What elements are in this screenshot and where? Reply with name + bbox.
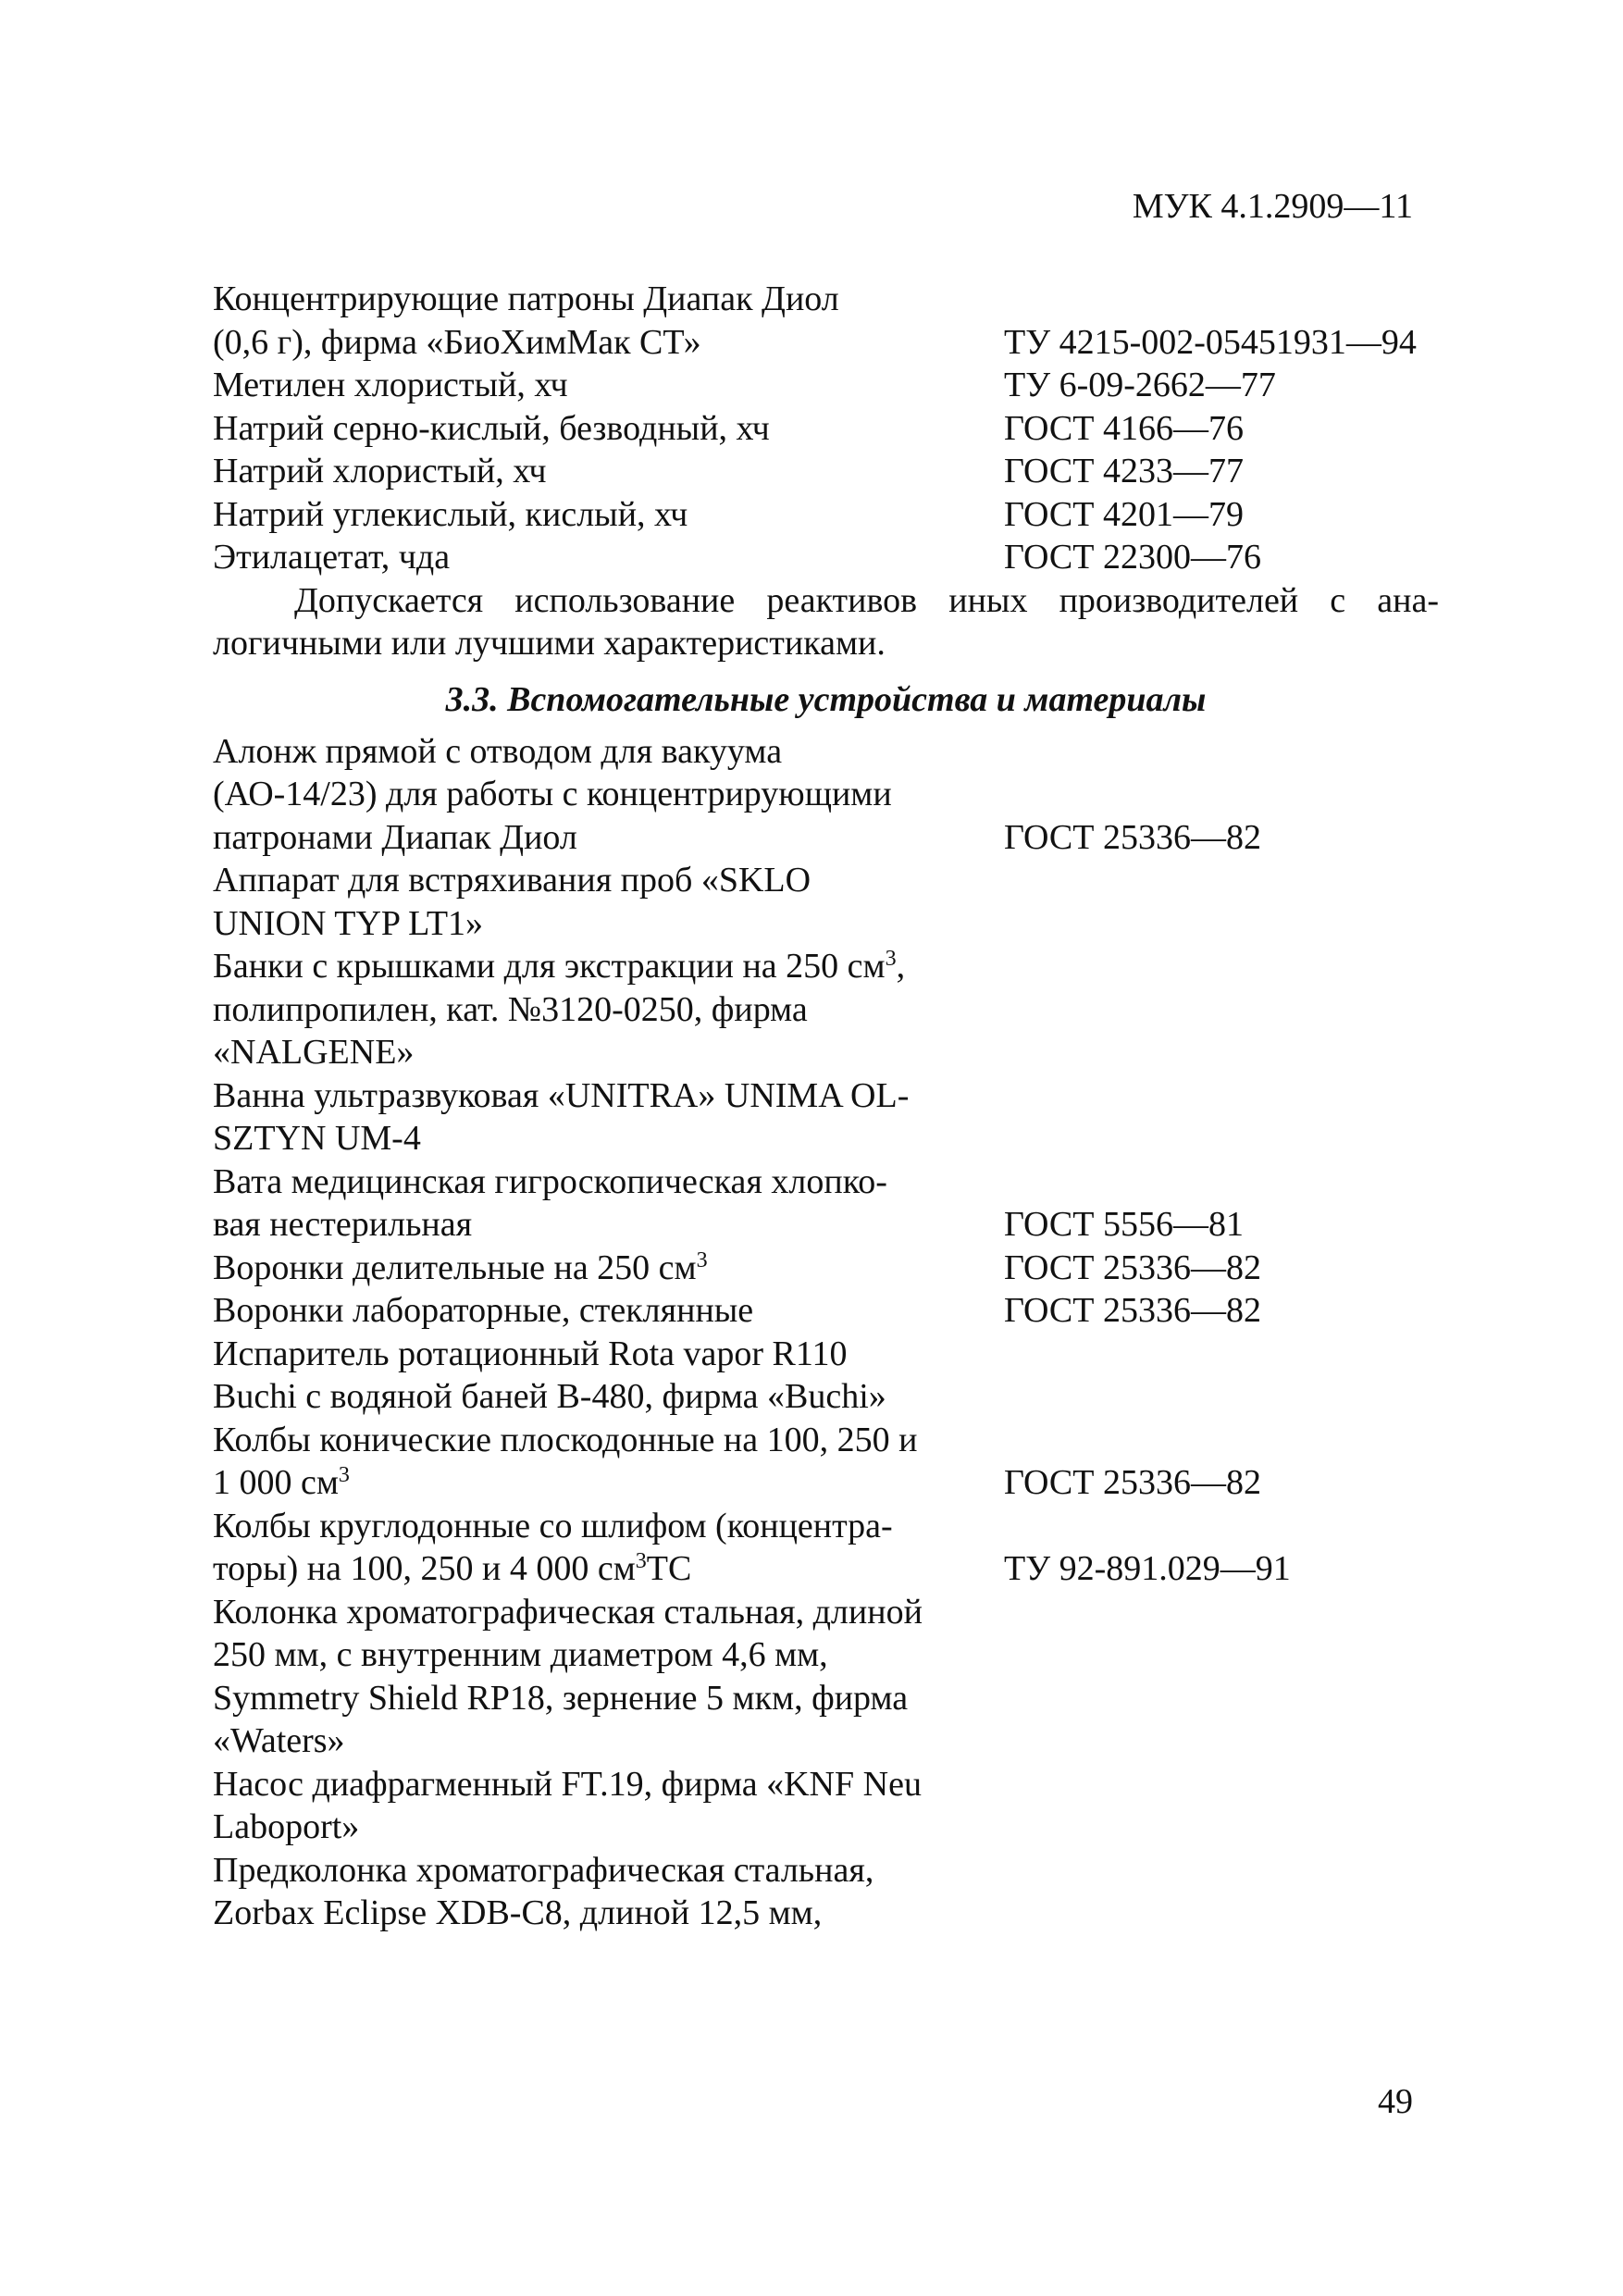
list-item: Предколонка хроматографическая стальная, Zorbax Eclipse XDB-C8, длиной 12,5 мм, xyxy=(213,1850,874,1932)
section-title: 3.3. Вспомогательные устройства и материалы xyxy=(445,679,1207,719)
superscript: 3 xyxy=(696,1247,708,1272)
reference-standard: ГОСТ 25336—82 xyxy=(1004,1247,1261,1287)
superscript: 3 xyxy=(885,947,897,971)
reference-standard: ТУ 6-09-2662—77 xyxy=(1004,366,1276,404)
list-item: Ванна ультразвуковая «UNITRA» UNIMA OL- SZTYN UM-4 xyxy=(213,1075,910,1158)
reagents-list xyxy=(213,278,1471,579)
reference-standard: ГОСТ 5556—81 xyxy=(1004,1205,1244,1244)
list-item: Алонж прямой с отводом для вакуума (АО-14/23) для работы с концентрирующими патронами Диапак Диол ГОСТ 25336—82 xyxy=(213,730,1471,860)
list-item: Аппарат для встряхивания проб «SKLO UNION TYP LT1» xyxy=(213,861,812,943)
list-item: Воронки лабораторные, стеклянные ГОСТ 25336—82 xyxy=(213,1289,1471,1333)
reference-standard: ГОСТ 4233—77 xyxy=(1004,452,1244,490)
superscript: 3 xyxy=(338,1463,350,1487)
list-item: Испаритель ротационный Rota vapor R110 Buchi с водяной баней B-480, фирма «Buchi» xyxy=(213,1334,886,1416)
reference-standard: ГОСТ 4201—79 xyxy=(1004,494,1244,534)
reference-standard: ТУ 4215-002-05451931—94 xyxy=(1004,322,1417,362)
document-code: МУК 4.1.2909—11 xyxy=(1132,187,1413,226)
list-item: Колонка хроматографическая стальная, длиной 250 мм, с внутренним диаметром 4,6 мм, Symmetry Shield RP18, зернение 5 мкм, фирма «Waters» xyxy=(213,1592,923,1760)
reference-standard: ТУ 92-891.029—91 xyxy=(1004,1549,1291,1588)
reference-standard: ГОСТ 22300—76 xyxy=(1004,538,1261,577)
page-number: 49 xyxy=(1378,2082,1413,2121)
reference-standard: ГОСТ 25336—82 xyxy=(1004,817,1261,857)
reference-standard: ГОСТ 25336—82 xyxy=(1004,1463,1261,1502)
superscript: 3 xyxy=(635,1549,647,1573)
list-item: Колбы конические плоскодонные на 100, 250 и 1 000 $см^3$ ГОСТ 25336—82 xyxy=(213,1419,1471,1505)
list-item: Вата медицинская гигроскопическая хлопко- вая нестерильная ГОСТ 5556—81 xyxy=(213,1160,1471,1247)
list-item: Колбы круглодонные со шлифом (концентра- торы) на 100, 250 и 4 000 $см^3ТС$ ТУ 92-891.029—91 xyxy=(213,1505,1471,1591)
list-item: Этилацетат, чда ГОСТ 22300—76 xyxy=(213,536,1471,579)
reference-standard: ГОСТ 4166—76 xyxy=(1004,408,1244,448)
note-paragraph: Допускается использование реактивов иных производителей с ана- логичными или лучшими характеристиками. xyxy=(213,580,1439,663)
list-item: Натрий хлористый, хч ГОСТ 4233—77 xyxy=(213,450,1471,493)
equipment-list xyxy=(213,730,1471,1935)
list-item: Натрий серно-кислый, безводный, хч ГОСТ 4166—76 xyxy=(213,407,1471,451)
list-item: Банки с крышками для экстракции на 250 $см^3$, полипропилен, кат. №3120-0250, фирма «NALGENE» xyxy=(213,947,906,1072)
list-item: Метилен хлористый, хч ТУ 6-09-2662—77 xyxy=(213,364,1471,407)
list-item: Насос диафрагменный FT.19, фирма «KNF Neu Laboport» xyxy=(213,1764,922,1846)
list-item: Натрий углекислый, кислый, хч ГОСТ 4201—79 xyxy=(213,493,1471,537)
reference-standard: ГОСТ 25336—82 xyxy=(1004,1291,1261,1330)
page-content xyxy=(213,278,1471,1935)
list-item: Концентрирующие патроны Диапак Диол (0,6 г), фирма «БиоХимМак СТ» ТУ 4215-002-05451931—94 xyxy=(213,278,1471,364)
list-item: Воронки делительные на 250 $см^3$ ГОСТ 25336—82 xyxy=(213,1247,1471,1290)
